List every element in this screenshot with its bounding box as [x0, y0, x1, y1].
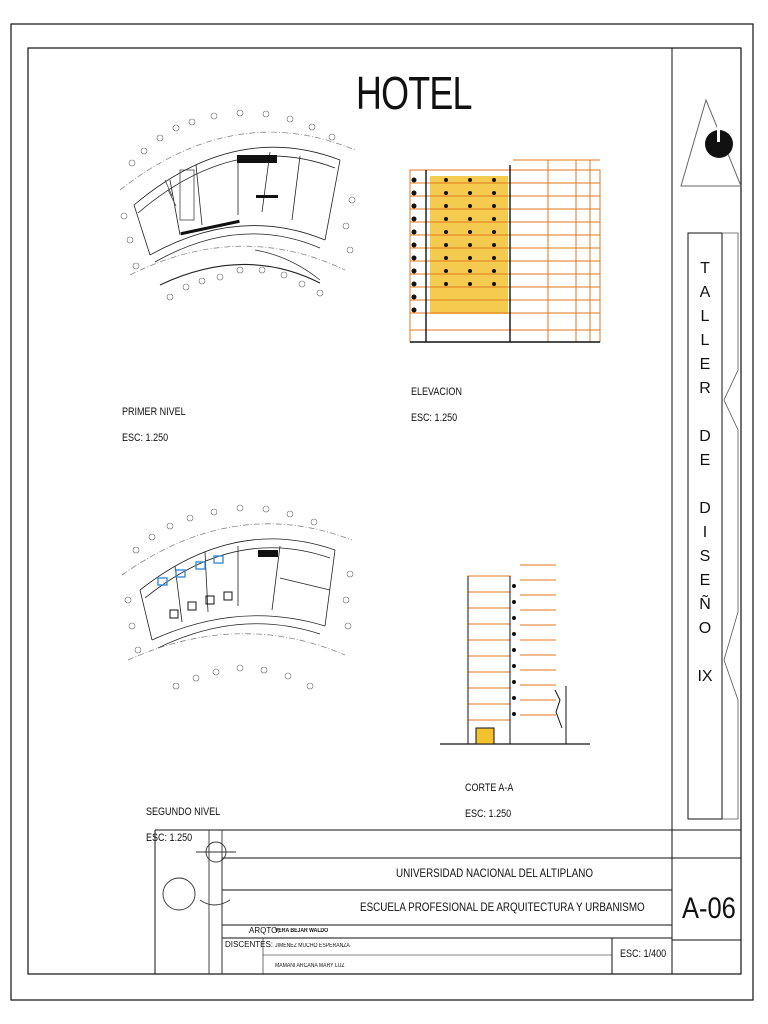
vertical-letter: T	[700, 260, 710, 277]
corte-label: CORTE A-A	[465, 782, 514, 794]
elevacion-scale: ESC: 1.250	[411, 412, 458, 424]
vertical-letter: S	[699, 548, 711, 565]
arqto-name: VERA BEJAR WALDO	[275, 928, 329, 934]
primer-nivel-plan	[120, 110, 355, 300]
outer-frame	[11, 24, 753, 1000]
vertical-letter: E	[699, 452, 711, 469]
vertical-letter: D	[699, 500, 711, 517]
discentes-label: DISCENTES:	[225, 940, 274, 949]
student-2: MAMANI ARCANA MARY LUZ	[275, 963, 345, 969]
vertical-letter: L	[700, 308, 710, 325]
segundo-nivel-label: SEGUNDO NIVEL	[146, 806, 221, 818]
primer-nivel-scale: ESC: 1.250	[122, 432, 169, 444]
elevacion-label: ELEVACION	[411, 386, 462, 398]
primer-nivel-label: PRIMER NIVEL	[122, 406, 186, 418]
inner-frame	[28, 48, 741, 974]
segundo-nivel-plan	[122, 505, 353, 689]
vertical-letter: O	[698, 620, 712, 637]
corte-drawing	[440, 565, 590, 744]
vertical-letter	[694, 641, 716, 665]
corte-scale: ESC: 1.250	[465, 808, 512, 820]
sheet-code: A-06	[682, 892, 736, 925]
logo-emblem	[681, 100, 741, 186]
vertical-letter: L	[700, 332, 710, 349]
vertical-title	[694, 257, 716, 689]
title-block-emblem	[163, 830, 236, 974]
vertical-letter: E	[699, 572, 711, 589]
sheet-title: HOTEL	[356, 67, 472, 119]
vertical-letter: D	[699, 428, 711, 445]
student-1: JIMENEZ MUCHO ESPERANZA	[275, 943, 350, 949]
vertical-letter	[694, 401, 716, 425]
school-name: ESCUELA PROFESIONAL DE ARQUITECTURA Y URBANISMO	[360, 900, 645, 914]
vertical-letter: R	[699, 380, 711, 397]
vertical-letter: E	[699, 356, 711, 373]
vertical-letter: A	[699, 284, 711, 301]
vertical-letter: Ñ	[699, 596, 711, 613]
vertical-letter	[694, 473, 716, 497]
elevacion-drawing	[410, 160, 600, 342]
arqto-label: ARQTO:	[249, 926, 280, 935]
vertical-letter: IX	[697, 668, 713, 685]
university-name: UNIVERSIDAD NACIONAL DEL ALTIPLANO	[396, 866, 594, 880]
segundo-nivel-scale: ESC: 1.250	[146, 832, 193, 844]
vertical-letter: I	[702, 524, 708, 541]
title-block-scale: ESC: 1/400	[620, 948, 667, 960]
